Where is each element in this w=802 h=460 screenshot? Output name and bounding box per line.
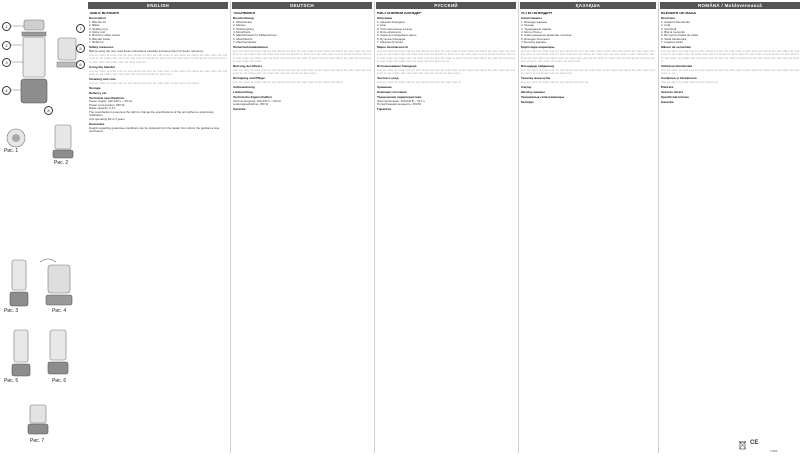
english-body-text-placeholder: ▪▪▪▪ ▪▪▪ ▪▪▪▪▪ ▪▪ ▪▪▪▪▪ ▪▪▪▪ ▪▪▪ ▪▪▪▪ ▪▪▪▪▪▪ ▪▪▪ ▪▪▪▪ ▪▪▪ ▪▪▪▪ ▪▪▪▪▪ ▪▪ ▪▪▪▪ ▪▪▪▪▪ ▪▪▪ ▪▪▪▪▪▪: [89, 80, 199, 85]
deutsch-body-text-placeholder: ▪▪▪▪ ▪▪▪ ▪▪▪▪▪ ▪▪ ▪▪▪▪▪ ▪▪▪▪ ▪▪▪ ▪▪▪▪ ▪▪▪▪▪▪ ▪▪▪ ▪▪▪▪ ▪▪▪ ▪▪▪▪ ▪▪▪▪▪ ▪▪ ▪▪▪▪ ▪▪▪▪▪ ▪▪▪ ▪▪▪▪▪▪ ▪▪▪ ▪▪▪▪ ▪▪▪▪▪ ▪▪▪ ▪▪▪▪ ▪▪▪▪▪ ▪▪ ▪▪▪ ▪▪▪▪▪▪ ▪▪▪▪ ▪▪▪ ▪▪▪▪▪ ▪▪▪▪ ▪▪▪▪ ▪▪▪ ▪▪▪▪▪▪ ▪▪▪ ▪▪▪▪▪ ▪▪▪▪: [233, 67, 372, 76]
english-safety-intro: Before using the unit, read these instructions carefully and keep them for future reference.: [89, 48, 204, 53]
romanian-part: 5. Bol pentru boabe de cafea: [661, 33, 699, 38]
russian-safety-title: Меры безопасности: [377, 44, 408, 49]
deutsch-part: 4. Motorblock: [233, 29, 251, 34]
romanian-description-title: Descriere: [661, 15, 676, 20]
deutsch-description-title: Beschreibung: [233, 15, 254, 20]
ce-mark: CE: [750, 440, 759, 446]
column-divider: [518, 2, 519, 453]
kazakh-cleaning-title: Тазалау және күтім: [521, 76, 551, 80]
russian-delivery-title: Комплект поставки: [377, 89, 407, 94]
deutsch-guarantee-title: Garantie: [233, 106, 246, 111]
figure-7-label: Рис. 7: [30, 438, 45, 444]
romanian-part: 6. Sticla blenderului: [661, 36, 687, 41]
figure-5-label: Рис. 5: [4, 378, 19, 384]
english-part: 7. Bottle lid: [89, 39, 104, 44]
kazakh-part: 5. Кофе дәндеріне арналған тостаған: [521, 33, 572, 38]
english-column: [89, 12, 228, 442]
english-storage-title: Storage: [89, 85, 101, 90]
english-part: 6. Blender bottle: [89, 36, 111, 41]
russian-part: 6. Бутылка блендера: [377, 36, 406, 41]
russian-part: 1. Крышка блендера: [377, 19, 405, 24]
kazakh-body-text-placeholder: ▪▪▪▪ ▪▪▪ ▪▪▪▪▪ ▪▪ ▪▪▪▪▪ ▪▪▪▪ ▪▪▪ ▪▪▪▪ ▪▪▪▪▪▪ ▪▪▪ ▪▪▪▪ ▪▪▪ ▪▪▪▪ ▪▪▪▪▪ ▪▪ ▪▪▪▪ ▪▪▪▪▪ ▪▪▪ ▪▪▪▪▪▪ ▪▪▪ ▪▪▪▪ ▪▪▪▪▪ ▪▪▪ ▪▪▪▪ ▪▪▪▪▪ ▪▪ ▪▪▪ ▪▪▪▪▪▪ ▪▪▪▪ ▪▪▪ ▪▪▪▪▪ ▪▪▪▪: [521, 67, 656, 76]
romanian-using-title: Utilizarea blenderului: [661, 63, 693, 68]
russian-specs-power: Электропитание: 220-240 В ~ 50 Гц: [377, 98, 425, 103]
russian-body-text-placeholder: ▪▪▪▪ ▪▪▪ ▪▪▪▪▪ ▪▪ ▪▪▪▪▪ ▪▪▪▪ ▪▪▪ ▪▪▪▪ ▪▪▪▪▪▪ ▪▪▪ ▪▪▪▪ ▪▪▪ ▪▪▪▪ ▪▪▪▪▪ ▪▪ ▪▪▪▪ ▪▪▪▪▪ ▪▪▪ ▪▪▪▪▪▪ ▪▪▪ ▪▪▪▪ ▪▪▪▪▪ ▪▪▪ ▪▪▪▪ ▪▪▪▪▪ ▪▪ ▪▪▪ ▪▪▪▪▪▪ ▪▪▪▪ ▪▪▪ ▪▪▪▪▪ ▪▪▪▪ ▪▪▪▪ ▪▪▪ ▪▪▪▪▪▪ ▪▪▪ ▪▪▪▪▪ ▪▪▪▪: [377, 67, 516, 76]
callout-6: 6: [76, 60, 85, 69]
kazakh-column: [521, 12, 656, 442]
russian-guarantee-title: Гарантия: [377, 106, 392, 111]
english-specs-title: Technical specifications: [89, 95, 125, 100]
english-part: 1. Blender lid: [89, 19, 106, 24]
callout-3: 3: [2, 58, 11, 67]
kazakh-part: 4. Мотор блогы: [521, 29, 542, 34]
romanian-cleaning-title: Curățarea și întreținerea: [661, 76, 697, 80]
romanian-part: 1. Capacul blenderului: [661, 19, 690, 24]
romanian-part: 7. Capacul sticlei: [661, 39, 683, 44]
english-description-title: Description: [89, 15, 107, 20]
deutsch-using-title: Nutzung des Mixers: [233, 63, 263, 68]
header-kazakh: ҚАЗАҚША: [520, 2, 656, 9]
romanian-body-text-placeholder: ▪▪▪▪ ▪▪▪ ▪▪▪▪▪ ▪▪ ▪▪▪▪▪ ▪▪▪▪ ▪▪▪ ▪▪▪▪ ▪▪▪▪▪▪ ▪▪▪ ▪▪▪▪ ▪▪▪ ▪▪▪▪ ▪▪▪▪▪ ▪▪ ▪▪▪▪ ▪▪▪▪▪ ▪▪▪ ▪▪▪▪▪▪ ▪▪▪ ▪▪▪▪ ▪▪▪▪▪ ▪▪▪ ▪▪▪▪ ▪▪▪▪▪ ▪▪ ▪▪▪ ▪▪▪▪▪▪ ▪▪▪▪ ▪▪▪ ▪▪▪▪▪ ▪▪▪▪ ▪▪▪▪ ▪▪▪ ▪▪▪▪▪▪ ▪▪▪ ▪▪▪▪▪ ▪▪▪▪ ▪▪▪ ▪▪▪▪ ▪▪▪▪▪ ▪▪ ▪▪▪▪ ▪▪▪▪▪▪ ▪▪▪ ▪▪▪▪ ▪▪▪▪▪ ▪▪▪ ▪▪▪▪ ▪▪▪▪▪ ▪▪▪ ▪▪▪▪▪▪ ▪▪▪▪ ▪▪▪ ▪▪▪▪▪ ▪▪▪▪ ▪▪▪ ▪▪▪▪ ▪▪▪ ▪▪▪▪▪ ▪▪ ▪▪▪▪▪ ▪▪▪▪ ▪▪▪ ▪▪▪▪ ▪▪▪▪▪▪ ▪▪▪ ▪▪▪▪ ▪▪▪ ▪▪▪▪ ▪▪▪▪▪ ▪▪: [661, 48, 800, 63]
english-cleaning-title: Cleaning and care: [89, 76, 116, 81]
english-specs-bottle: Bottle capacity: 0,6 L: [89, 106, 116, 111]
recycle-bin-icon: [738, 440, 747, 450]
figure-4-label: Рис. 4: [52, 308, 67, 314]
english-title: TABLE BLENDER: [89, 12, 120, 15]
russian-part: 7. Крышка бутылки: [377, 39, 403, 44]
english-life: Unit operating life is 3 years: [89, 117, 125, 121]
figure-1-label: Рис. 1: [4, 148, 19, 154]
deutsch-body-text-placeholder: ▪▪▪▪ ▪▪▪ ▪▪▪▪▪ ▪▪ ▪▪▪▪▪ ▪▪▪▪ ▪▪▪ ▪▪▪▪ ▪▪▪▪▪▪ ▪▪▪ ▪▪▪▪ ▪▪▪ ▪▪▪▪ ▪▪▪▪▪ ▪▪ ▪▪▪▪ ▪▪▪▪▪ ▪▪▪ ▪▪▪▪▪▪ ▪▪▪ ▪▪▪▪ ▪▪▪▪▪ ▪▪▪ ▪▪▪▪ ▪▪▪▪▪ ▪▪ ▪▪▪ ▪▪▪▪▪▪ ▪▪▪▪ ▪▪▪ ▪▪▪▪▪ ▪▪▪▪ ▪▪▪▪ ▪▪▪ ▪▪▪▪▪▪ ▪▪▪ ▪▪▪▪▪ ▪▪▪▪ ▪▪▪ ▪▪▪▪ ▪▪▪▪▪ ▪▪ ▪▪▪▪ ▪▪▪▪▪▪ ▪▪▪ ▪▪▪▪ ▪▪▪▪▪ ▪▪▪ ▪▪▪▪ ▪▪▪▪▪ ▪▪▪ ▪▪▪▪▪▪ ▪▪▪▪ ▪▪▪ ▪▪▪▪▪ ▪▪▪▪ ▪▪▪ ▪▪▪▪ ▪▪▪ ▪▪▪▪▪ ▪▪ ▪▪▪▪▪ ▪▪▪▪ ▪▪▪ ▪▪▪▪ ▪▪▪▪▪▪ ▪▪▪ ▪▪▪▪ ▪▪▪ ▪▪▪▪ ▪▪▪▪▪ ▪▪ ▪▪▪▪ ▪▪▪▪▪ ▪▪▪ ▪▪▪▪▪▪: [233, 48, 372, 63]
russian-description-title: Описание: [377, 15, 393, 20]
english-specs-consumption: Power consumption: 250 W: [89, 102, 125, 107]
kazakh-part: 7. Бөтелке қақпағы: [521, 39, 547, 44]
figure-2-label: Рис. 2: [54, 160, 69, 166]
english-using-title: Using the blender: [89, 64, 116, 69]
deutsch-body-text-placeholder: ▪▪▪▪ ▪▪▪ ▪▪▪▪▪ ▪▪ ▪▪▪▪▪ ▪▪▪▪ ▪▪▪ ▪▪▪▪ ▪▪▪▪▪▪ ▪▪▪ ▪▪▪▪ ▪▪▪ ▪▪▪▪ ▪▪▪▪▪ ▪▪ ▪▪▪▪ ▪▪▪▪▪ ▪▪▪ ▪▪▪▪▪▪: [233, 79, 343, 84]
russian-part: 4. Блок двигателя: [377, 29, 401, 34]
kazakh-part: 6. Блендер бөтелкесі: [521, 36, 550, 41]
deutsch-storage-title: Aufbewahrung: [233, 84, 255, 89]
deutsch-safety-title: Sicherheitsmaßnahmen: [233, 44, 268, 49]
english-delivery-title: Delivery set: [89, 90, 107, 95]
kazakh-part: 1. Блендер қақпағы: [521, 19, 548, 24]
romanian-part: 4. Blocul motorului: [661, 29, 685, 34]
deutsch-specs-consumption: Leistungsaufnahme: 250 W: [233, 102, 269, 107]
deutsch-title: TISCHMIXER: [233, 12, 256, 15]
english-note: The manufacturer preserves the right to change the specifications of the unit without a preliminary notification.: [89, 109, 214, 117]
russian-storage-title: Хранение: [377, 84, 392, 89]
russian-cleaning-title: Чистка и уход: [377, 76, 399, 80]
english-safety-title: Safety measures: [89, 44, 114, 49]
figure-3-label: Рис. 3: [4, 308, 19, 314]
deutsch-part: 7. Flaschendeckel: [233, 39, 257, 44]
callout-2: 2: [2, 41, 11, 50]
figure-1-blender-assembly: [8, 20, 77, 103]
deutsch-specs-power: Stromversorgung: 220-240 V ~ 50 Hz: [233, 98, 281, 103]
header-russian: РУССКИЙ: [376, 2, 516, 9]
callout-7: 7: [76, 24, 85, 33]
kazakh-storage-title: Сақтау: [521, 84, 532, 89]
deutsch-part: 3. Dichtungsring: [233, 26, 254, 31]
kazakh-part: 2. Пышақ: [521, 23, 534, 28]
deutsch-cleaning-title: Reinigung und Pflege: [233, 76, 265, 80]
english-part: 2. Blade: [89, 23, 100, 28]
russian-title: НАСТОЛЬНЫЙ БЛЕНДЕР: [377, 12, 422, 15]
romanian-part: 2. Cuțit: [661, 23, 671, 28]
deutsch-part: 6. Mixerflasche: [233, 36, 253, 41]
figure-illustrations: [0, 0, 84, 455]
brand-footer: VITEK: [770, 450, 778, 453]
kazakh-body-text-placeholder: ▪▪▪▪ ▪▪▪ ▪▪▪▪▪ ▪▪ ▪▪▪▪▪ ▪▪▪▪ ▪▪▪ ▪▪▪▪ ▪▪▪▪▪▪ ▪▪▪ ▪▪▪▪ ▪▪▪: [521, 79, 589, 84]
deutsch-column: [233, 12, 372, 442]
deutsch-specs-title: Technische Eigenschaften: [233, 94, 272, 99]
english-part: 4. Motor unit: [89, 29, 106, 34]
header-romanian: ROMÂNĂ / Moldovenească: [660, 2, 800, 9]
figure-3-4-steps: [10, 259, 72, 306]
kazakh-body-text-placeholder: ▪▪▪▪ ▪▪▪ ▪▪▪▪▪ ▪▪ ▪▪▪▪▪ ▪▪▪▪ ▪▪▪ ▪▪▪▪ ▪▪▪▪▪▪ ▪▪▪ ▪▪▪▪ ▪▪▪ ▪▪▪▪ ▪▪▪▪▪ ▪▪ ▪▪▪▪ ▪▪▪▪▪ ▪▪▪ ▪▪▪▪▪▪ ▪▪▪ ▪▪▪▪ ▪▪▪▪▪ ▪▪▪ ▪▪▪▪ ▪▪▪▪▪ ▪▪ ▪▪▪ ▪▪▪▪▪▪ ▪▪▪▪ ▪▪▪ ▪▪▪▪▪ ▪▪▪▪ ▪▪▪▪ ▪▪▪ ▪▪▪▪▪▪ ▪▪▪ ▪▪▪▪▪ ▪▪▪▪ ▪▪▪ ▪▪▪▪ ▪▪▪▪▪ ▪▪ ▪▪▪▪ ▪▪▪▪▪▪ ▪▪▪ ▪▪▪▪ ▪▪▪▪▪ ▪▪▪ ▪▪▪▪ ▪▪▪▪▪ ▪▪▪ ▪▪▪▪▪▪ ▪▪▪▪ ▪▪▪ ▪▪▪▪▪ ▪▪▪▪ ▪▪▪ ▪▪▪▪ ▪▪▪ ▪▪▪▪▪ ▪▪ ▪▪▪▪▪ ▪▪▪▪ ▪▪▪ ▪▪▪▪ ▪▪▪▪▪▪ ▪▪▪ ▪▪▪▪ ▪▪▪ ▪▪▪▪ ▪▪▪▪▪ ▪▪ ▪▪▪▪ ▪▪▪▪▪ ▪▪▪ ▪▪▪▪▪▪ ▪▪▪ ▪▪▪▪ ▪▪▪▪▪: [521, 48, 656, 63]
russian-specs-consumption: Потребляемая мощность: 250 Вт: [377, 102, 422, 107]
romanian-title: BLENDER DE MASĂ: [661, 12, 696, 15]
kazakh-guarantee-title: Кепілдік: [521, 99, 534, 104]
english-body-text-placeholder: ▪▪▪▪ ▪▪▪ ▪▪▪▪▪ ▪▪ ▪▪▪▪▪ ▪▪▪▪ ▪▪▪ ▪▪▪▪ ▪▪▪▪▪▪ ▪▪▪ ▪▪▪▪ ▪▪▪ ▪▪▪▪ ▪▪▪▪▪ ▪▪ ▪▪▪▪ ▪▪▪▪▪ ▪▪▪ ▪▪▪▪▪▪ ▪▪▪ ▪▪▪▪ ▪▪▪▪▪ ▪▪▪ ▪▪▪▪ ▪▪▪▪▪ ▪▪ ▪▪▪ ▪▪▪▪▪▪ ▪▪▪▪ ▪▪▪ ▪▪▪▪▪ ▪▪▪▪ ▪▪▪▪ ▪▪▪ ▪▪▪▪▪▪ ▪▪▪ ▪▪▪▪▪ ▪▪▪▪ ▪▪▪ ▪▪▪▪ ▪▪▪▪▪ ▪▪ ▪▪▪▪ ▪▪▪▪▪▪ ▪▪▪ ▪▪▪▪ ▪▪▪▪▪ ▪▪▪ ▪▪▪▪ ▪▪▪▪▪ ▪▪▪ ▪▪▪▪▪▪ ▪▪▪▪ ▪▪▪ ▪▪▪▪▪ ▪▪▪▪ ▪▪▪: [89, 52, 228, 64]
romanian-body-text-placeholder: ▪▪▪▪ ▪▪▪ ▪▪▪▪▪ ▪▪ ▪▪▪▪▪ ▪▪▪▪ ▪▪▪ ▪▪▪▪ ▪▪▪▪▪▪ ▪▪▪: [661, 79, 718, 84]
russian-body-text-placeholder: ▪▪▪▪ ▪▪▪ ▪▪▪▪▪ ▪▪ ▪▪▪▪▪ ▪▪▪▪ ▪▪▪ ▪▪▪▪ ▪▪▪▪▪▪ ▪▪▪ ▪▪▪▪ ▪▪▪ ▪▪▪▪ ▪▪▪▪▪ ▪▪ ▪▪▪▪ ▪▪▪▪▪ ▪▪▪ ▪▪▪▪▪▪ ▪▪▪ ▪▪▪▪ ▪▪▪▪▪ ▪▪▪ ▪▪▪▪ ▪▪▪▪▪ ▪▪ ▪▪▪ ▪▪▪▪▪▪ ▪▪▪▪ ▪▪▪ ▪▪▪▪▪ ▪▪▪▪ ▪▪▪▪ ▪▪▪ ▪▪▪▪▪▪ ▪▪▪ ▪▪▪▪▪ ▪▪▪▪ ▪▪▪ ▪▪▪▪ ▪▪▪▪▪ ▪▪ ▪▪▪▪ ▪▪▪▪▪▪ ▪▪▪ ▪▪▪▪ ▪▪▪▪▪ ▪▪▪ ▪▪▪▪ ▪▪▪▪▪ ▪▪▪ ▪▪▪▪▪▪ ▪▪▪▪ ▪▪▪ ▪▪▪▪▪ ▪▪▪▪ ▪▪▪ ▪▪▪▪ ▪▪▪ ▪▪▪▪▪ ▪▪ ▪▪▪▪▪ ▪▪▪▪ ▪▪▪ ▪▪▪▪ ▪▪▪▪▪▪ ▪▪▪ ▪▪▪▪ ▪▪▪ ▪▪▪▪ ▪▪▪▪▪ ▪▪ ▪▪▪▪ ▪▪▪▪▪ ▪▪▪ ▪▪▪▪▪▪ ▪▪▪ ▪▪▪▪ ▪▪▪▪▪ ▪▪▪ ▪▪▪▪ ▪▪▪▪▪ ▪▪ ▪▪▪: [377, 48, 516, 63]
kazakh-title: ҮСТЕЛ БЛЕНДЕРІ: [521, 12, 552, 15]
russian-specs-title: Технические характеристики: [377, 94, 422, 99]
russian-column: [377, 12, 516, 442]
russian-part: 5. Чаша для кофейных зерен: [377, 33, 417, 38]
callout-4: 4: [2, 86, 11, 95]
column-divider: [230, 2, 231, 453]
romanian-storage-title: Păstrare: [661, 84, 674, 89]
figure-6-label: Рис. 6: [52, 378, 67, 384]
kazakh-description-title: Сипаттамасы: [521, 15, 542, 20]
deutsch-delivery-title: Lieferumfang: [233, 89, 253, 94]
deutsch-part: 2. Messer: [233, 23, 246, 28]
romanian-column: [661, 12, 800, 422]
english-guarantee-title: Guarantee: [89, 121, 105, 126]
column-divider: [658, 2, 659, 453]
romanian-safety-title: Măsuri de securitate: [661, 44, 691, 49]
russian-body-text-placeholder: ▪▪▪▪ ▪▪▪ ▪▪▪▪▪ ▪▪ ▪▪▪▪▪ ▪▪▪▪ ▪▪▪ ▪▪▪▪ ▪▪▪▪▪▪ ▪▪▪ ▪▪▪▪ ▪▪▪ ▪▪▪▪ ▪▪▪▪▪ ▪▪: [377, 79, 461, 84]
english-body-text-placeholder: ▪▪▪▪ ▪▪▪ ▪▪▪▪▪ ▪▪ ▪▪▪▪▪ ▪▪▪▪ ▪▪▪ ▪▪▪▪ ▪▪▪▪▪▪ ▪▪▪ ▪▪▪▪ ▪▪▪ ▪▪▪▪ ▪▪▪▪▪ ▪▪ ▪▪▪▪ ▪▪▪▪▪ ▪▪▪ ▪▪▪▪▪▪ ▪▪▪ ▪▪▪▪ ▪▪▪▪▪ ▪▪▪ ▪▪▪▪ ▪▪▪▪▪ ▪▪ ▪▪▪ ▪▪▪▪▪▪ ▪▪▪▪ ▪▪▪ ▪▪▪▪▪ ▪▪▪▪ ▪▪▪▪ ▪▪▪ ▪▪▪▪▪▪ ▪▪▪ ▪▪▪▪▪ ▪▪▪▪: [89, 68, 228, 76]
kazakh-using-title: Блендерді пайдалану: [521, 63, 555, 68]
romanian-delivery-title: Setul de livrare: [661, 89, 684, 94]
russian-part: 3. Уплотнительное кольцо: [377, 26, 413, 31]
romanian-guarantee-title: Garanție: [661, 99, 674, 104]
kazakh-safety-title: Қауіпсіздік шаралары: [521, 44, 555, 49]
header-english: ENGLISH: [88, 2, 228, 9]
english-specs-power: Power supply: 220-240 V ~ 50 Hz: [89, 99, 133, 104]
english-guarantee-text: Details regarding guarantee conditions can be obtained from the dealer from whom the appliance was purchased.: [89, 125, 220, 134]
callout-8: 8: [44, 106, 53, 115]
kazakh-delivery-title: Жеткізу жинағы: [521, 89, 546, 94]
kazakh-part: 3. Тығыздағыш сақина: [521, 26, 552, 31]
english-part: 3. Sealing ring: [89, 26, 108, 31]
callout-5: 5: [76, 44, 85, 53]
deutsch-part: 1. Mixerdeckel: [233, 19, 252, 24]
column-divider: [374, 2, 375, 453]
english-part: 5. Bowl for coffee beans: [89, 33, 120, 38]
russian-part: 2. Нож: [377, 23, 386, 28]
figure-panel: [0, 0, 84, 455]
romanian-part: 3. Garnitură: [661, 26, 677, 31]
header-deutsch: DEUTSCH: [232, 2, 372, 9]
russian-using-title: Использование блендера: [377, 63, 417, 68]
romanian-specs-title: Specificații tehnice: [661, 94, 690, 99]
callout-1: 1: [2, 22, 11, 31]
deutsch-part: 5. Mahlschüssel für Kaffeebohnen: [233, 33, 277, 38]
romanian-body-text-placeholder: ▪▪▪▪ ▪▪▪ ▪▪▪▪▪ ▪▪ ▪▪▪▪▪ ▪▪▪▪ ▪▪▪ ▪▪▪▪ ▪▪▪▪▪▪ ▪▪▪ ▪▪▪▪ ▪▪▪ ▪▪▪▪ ▪▪▪▪▪ ▪▪ ▪▪▪▪ ▪▪▪▪▪ ▪▪▪ ▪▪▪▪▪▪ ▪▪▪ ▪▪▪▪ ▪▪▪▪▪ ▪▪▪ ▪▪▪▪ ▪▪▪▪▪ ▪▪ ▪▪▪: [661, 67, 800, 76]
kazakh-specs-title: Техникалық сипаттамалары: [521, 94, 565, 99]
